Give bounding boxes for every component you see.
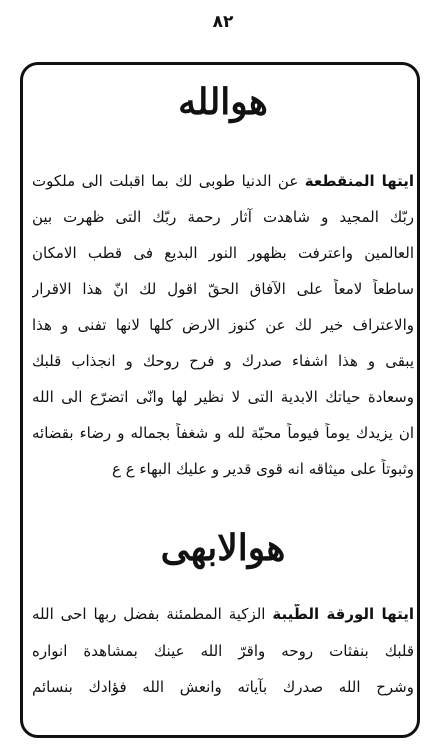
line-text: وثبوتاً علی میثاقه انه قوی قدیر و علیك البهاء ع ع	[112, 460, 414, 478]
text-line	[32, 387, 414, 407]
line-text: وسعادة حیاتك الابدیة التی لا نظیر لها وانّی اتضرّع الی الله	[32, 388, 414, 406]
text-line	[32, 641, 414, 661]
text-line	[32, 604, 414, 624]
line-text: قلبك بنفثات روحه واقرّ الله عینك بمشاهدة انواره	[32, 642, 414, 660]
bold-opening: ایتها المنقطعة	[304, 172, 414, 190]
line-text: العالمین واعترفت بظهور النور البدیع فی قطب الامکان	[32, 244, 414, 262]
text-line	[32, 423, 414, 443]
line-text: ربّك المجید و شاهدت آثار رحمة ربّك التی ظهرت بین	[32, 208, 414, 226]
line-text: والاعتراف خیر لك عن کنوز الارض کلها لانها تفنی و هذا	[32, 316, 414, 334]
line-text: ساطعاً لامعاً علی الآفاق الحقّ اقول لك انّ هذا الاقرار	[32, 280, 414, 298]
text-line	[32, 243, 414, 263]
text-line	[32, 315, 414, 335]
line-text: یبقی و هذا اشفاء صدرك و فرح روحك و انجذاب قلبك	[32, 352, 414, 370]
text-line	[32, 171, 414, 191]
bold-opening: ایتها الورقة الطّیبة	[272, 605, 414, 623]
line-text: ان یزیدك یوماً فیوماً محبّة لله و شغفاً بجماله و رضاء بقضائه	[32, 424, 414, 442]
text-line	[32, 207, 414, 227]
tablet-heading-huwal-abha: هوالابهی	[160, 527, 286, 569]
text-line	[32, 677, 414, 697]
page-number: ۸۲	[212, 12, 234, 32]
text-line-closing	[32, 459, 414, 479]
line-text: الزکیة المطمئنة بفضل ربها احی الله	[32, 605, 273, 623]
line-text: عن الدنیا طوبی لك بما اقبلت الی ملکوت	[32, 172, 305, 190]
text-line	[32, 279, 414, 299]
tablet-heading-huwallah: هوالله	[178, 81, 268, 123]
line-text: وشرح الله صدرك بآیاته وانعش الله فؤادك بنسائم	[32, 678, 414, 696]
text-line	[32, 351, 414, 371]
